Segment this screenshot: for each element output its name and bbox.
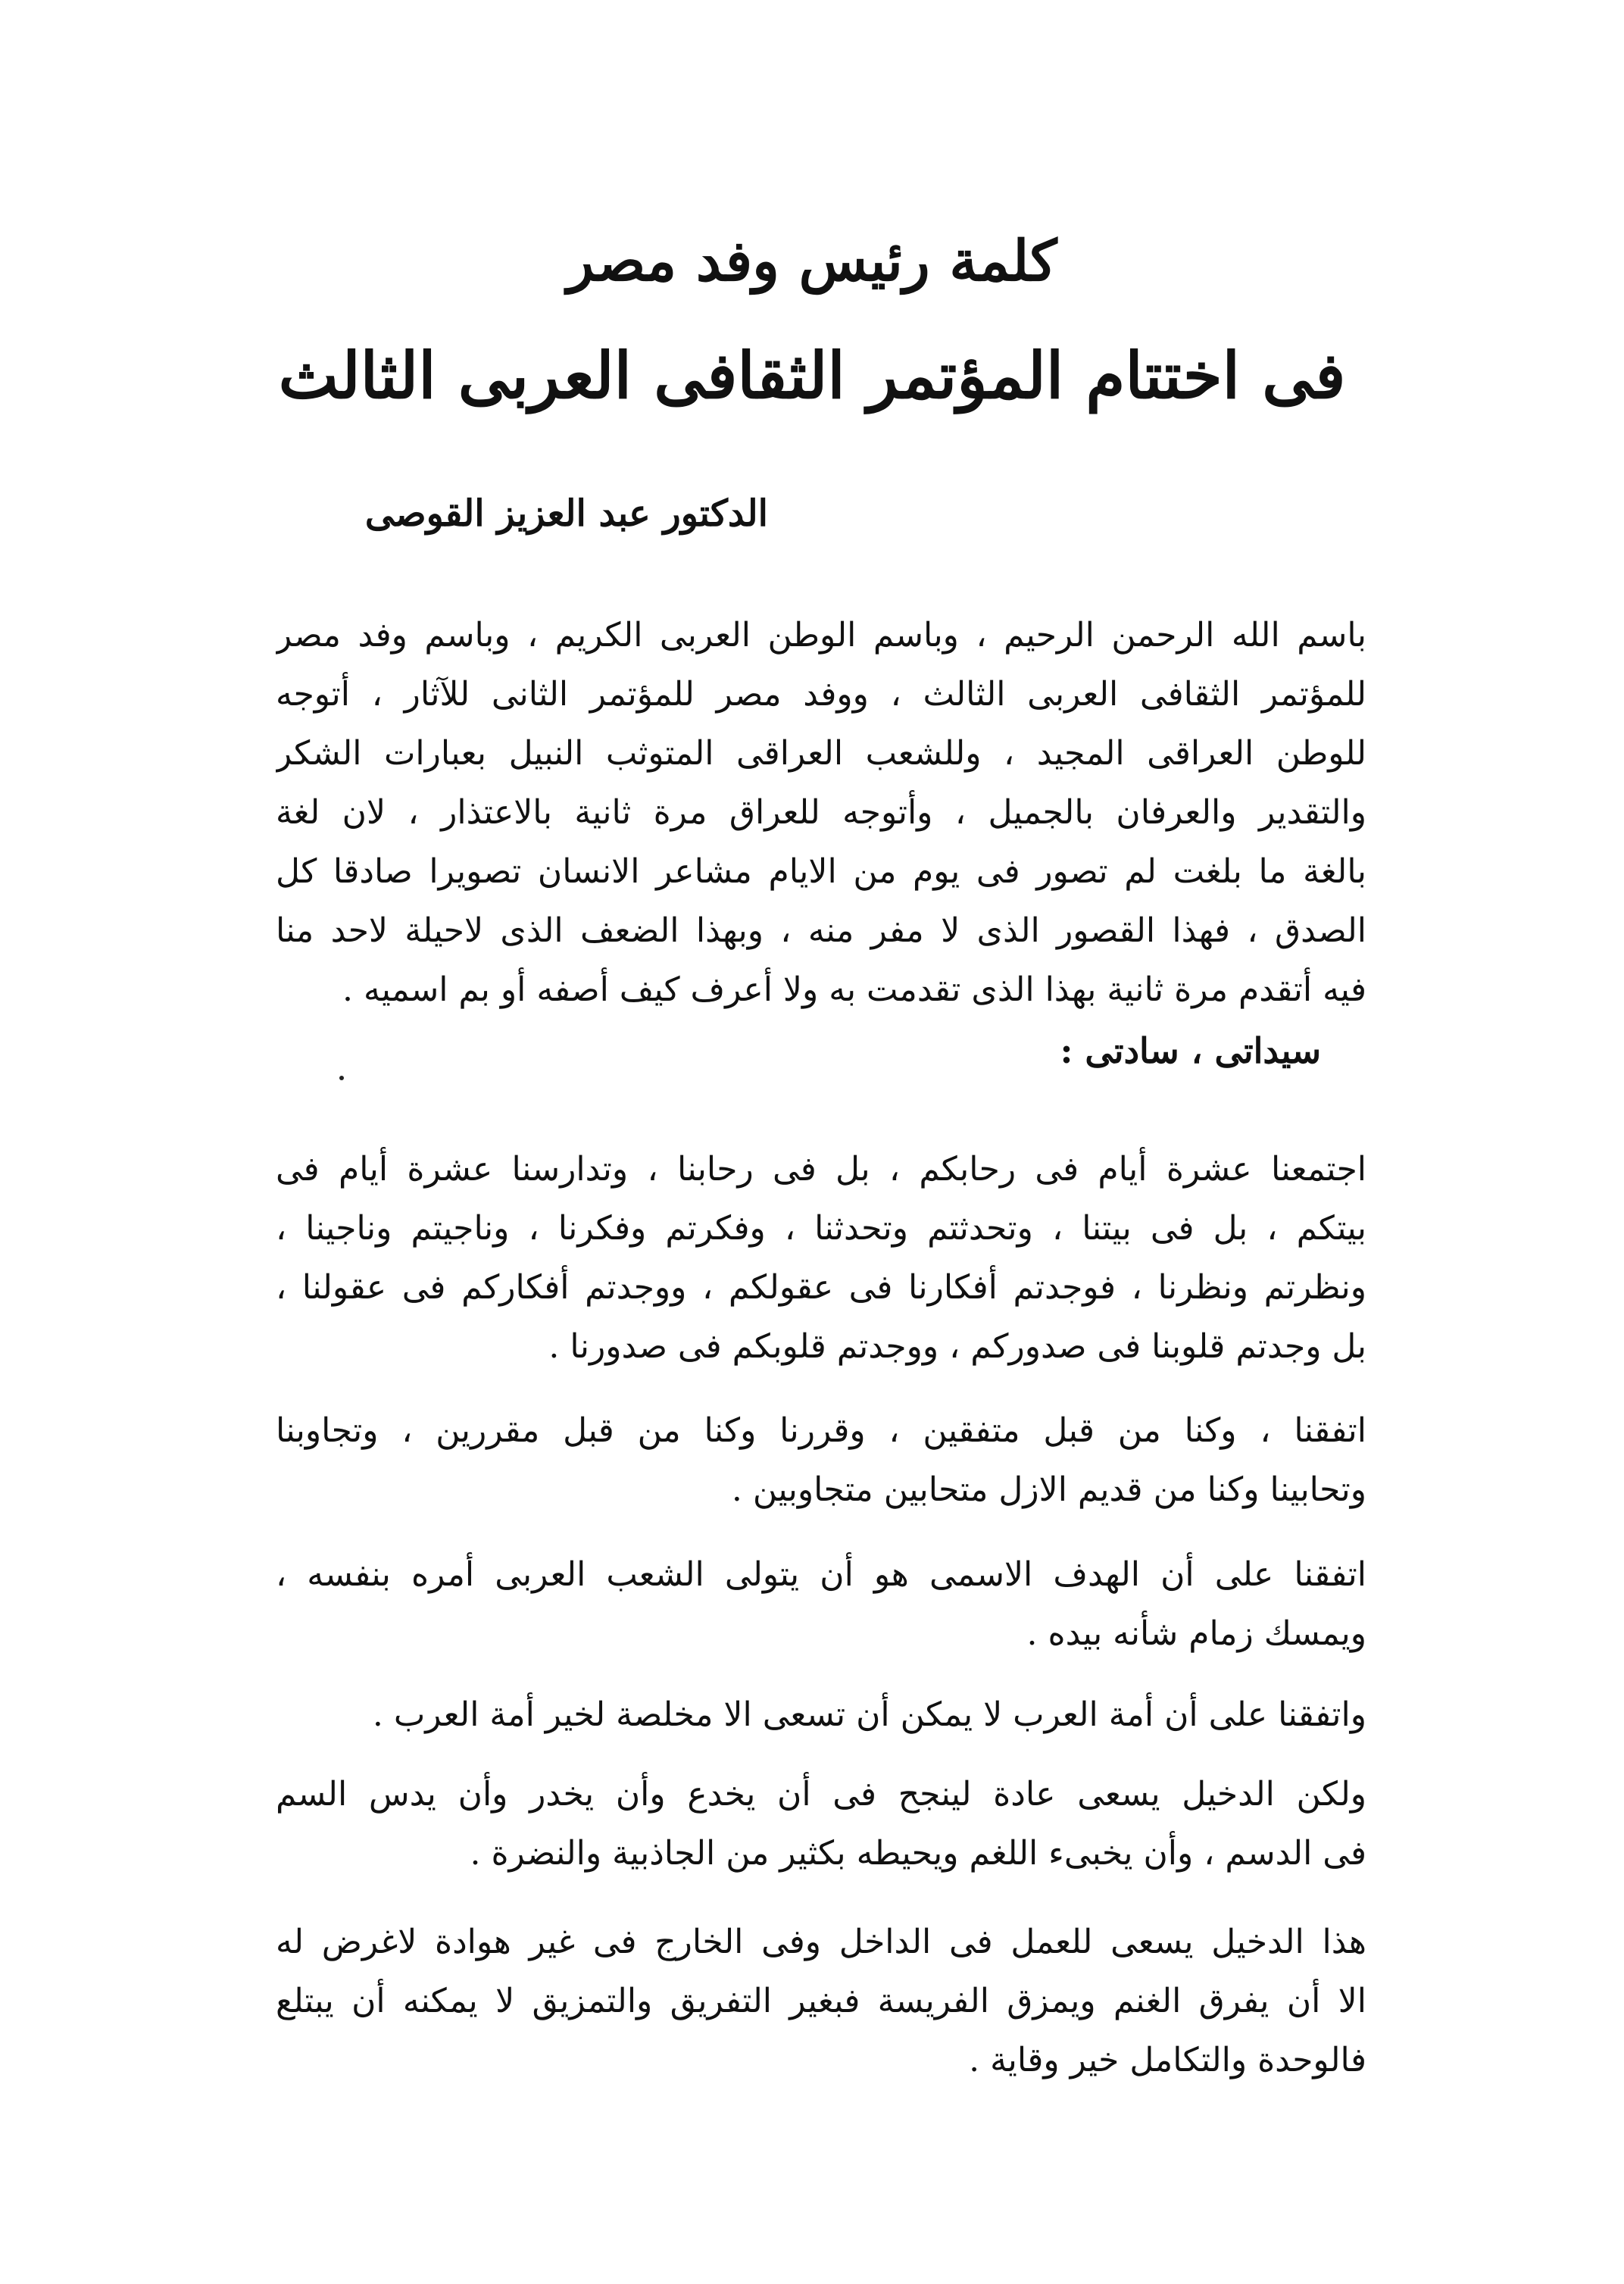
paragraph-line: فى الدسم ، وأن يخبىء اللغم ويحيطه بكثير من الجاذبية والنضرة .	[470, 1834, 1366, 1873]
paragraph-3	[276, 1401, 1366, 1520]
document-title-line-1: كلمة رئيس وفد مصر	[567, 229, 1057, 294]
paragraph-4	[276, 1545, 1366, 1664]
paragraph-line: فالوحدة والتكامل خير وقاية .	[969, 2041, 1366, 2079]
paragraph-line: الصدق ، فهذا القصور الذى لا مفر منه ، وبهذا الضعف الذى لاحيلة لاحد منا	[276, 911, 1366, 950]
paragraph-line: اتفقنا على أن الهدف الاسمى هو أن يتولى الشعب العربى أمره بنفسه ،	[276, 1555, 1366, 1594]
paragraph-line: الا أن يفرق الغنم ويمزق الفريسة فبغير التفريق والتمزيق لا يمكنه أن يبتلع	[276, 1982, 1366, 2020]
paragraph-line: باسم الله الرحمن الرحيم ، وباسم الوطن العربى الكريم ، وباسم وفد مصر	[276, 616, 1366, 655]
paragraph-1	[276, 606, 1366, 1020]
paragraph-line: هذا الدخيل يسعى للعمل فى الداخل وفى الخارج فى غير هوادة لاغرض له	[276, 1923, 1366, 1961]
paragraph-line: واتفقنا على أن أمة العرب لا يمكن أن تسعى الا مخلصة لخير أمة العرب .	[372, 1695, 1366, 1734]
print-speck	[339, 1076, 344, 1080]
paragraph-line: ويمسك زمام شأنه بيده .	[1026, 1614, 1366, 1653]
paragraph-line: بل وجدتم قلوبنا فى صدوركم ، ووجدتم قلوبكم فى صدورنا .	[548, 1327, 1366, 1366]
paragraph-line: اتفقنا ، وكنا من قبل متفقين ، وقررنا وكنا من قبل مقررين ، وتجاوبنا	[276, 1411, 1366, 1450]
paragraph-line: بالغة ما بلغت لم تصور فى يوم من الايام مشاعر الانسان تصويرا صادقا كل	[276, 852, 1366, 891]
document-title-line-2: فى اختتام المؤتمر الثقافى العربى الثالث	[278, 338, 1346, 413]
salutation-heading: سيداتى ، سادتى :	[1060, 1030, 1321, 1071]
paragraph-line: والتقدير والعرفان بالجميل ، وأتوجه للعراق مرة ثانية بالاعتذار ، لان لغة	[276, 793, 1366, 832]
paragraph-2	[276, 1140, 1366, 1376]
paragraph-line: ولكن الدخيل يسعى عادة لينجح فى أن يخدع وأن يخدر وأن يدس السم	[276, 1775, 1366, 1814]
paragraph-6	[276, 1765, 1366, 1883]
paragraph-line: ونظرتم ونظرنا ، فوجدتم أفكارنا فى عقولكم ، ووجدتم أفكاركم فى عقولنا ،	[276, 1268, 1366, 1307]
author-name: الدكتور عبد العزيز القوصى	[364, 492, 768, 535]
paragraph-line: بيتكم ، بل فى بيتنا ، وتحدثتم وتحدثنا ، وفكرتم وفكرنا ، وناجيتم وناجينا ،	[276, 1209, 1366, 1248]
paragraph-5	[276, 1686, 1366, 1745]
paragraph-line: وتحابينا وكنا من قديم الازل متحابين متجاوبين .	[731, 1470, 1366, 1509]
paragraph-line: اجتمعنا عشرة أيام فى رحابكم ، بل فى رحابنا ، وتدارسنا عشرة أيام فى	[276, 1150, 1366, 1189]
paragraph-line: فيه أتقدم مرة ثانية بهذا الذى تقدمت به ولا أعرف كيف أصفه أو بم اسميه .	[342, 970, 1366, 1009]
paragraph-7	[276, 1913, 1366, 2090]
paragraph-line: للوطن العراقى المجيد ، وللشعب العراقى المتوثب النبيل بعبارات الشكر	[276, 734, 1366, 773]
paragraph-line: للمؤتمر الثقافى العربى الثالث ، ووفد مصر للمؤتمر الثانى للآثار ، أتوجه	[276, 675, 1366, 714]
